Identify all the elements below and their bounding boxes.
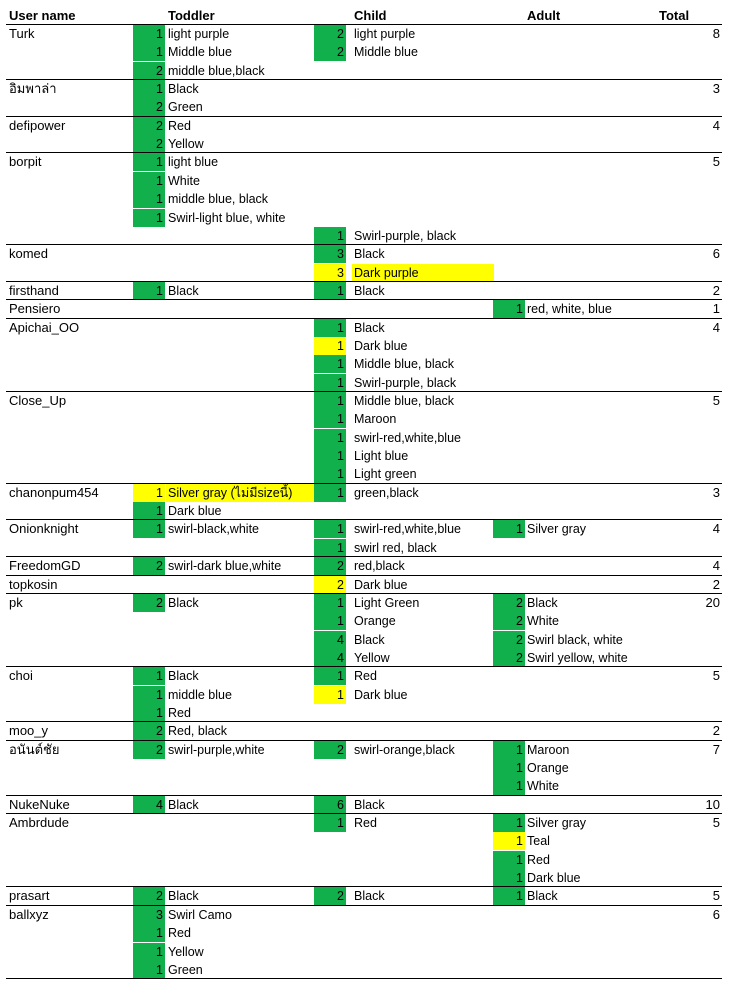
toddler-qty: 1 — [133, 961, 165, 979]
adult-color: White — [527, 614, 559, 629]
row-total: 6 — [712, 246, 720, 262]
child-qty: 1 — [314, 520, 346, 538]
child-color: Light Green — [354, 595, 420, 610]
child-qty: 1 — [314, 410, 346, 428]
toddler-color: Red — [168, 705, 191, 720]
child-qty: 1 — [314, 319, 346, 337]
child-qty: 1 — [314, 392, 346, 410]
toddler-color: Black — [168, 283, 199, 298]
adult-color: Swirl black, white — [527, 632, 623, 647]
child-color: Red — [354, 669, 377, 684]
toddler-color: Black — [168, 889, 199, 904]
child-color: Maroon — [354, 412, 397, 427]
child-color: Orange — [354, 614, 396, 629]
adult-color: Maroon — [527, 742, 570, 757]
toddler-color: Yellow — [168, 137, 204, 152]
toddler-qty: 2 — [133, 887, 165, 905]
child-qty: 3 — [314, 264, 346, 282]
toddler-qty: 1 — [133, 686, 165, 704]
row-total: 5 — [712, 888, 720, 904]
row-total: 4 — [712, 117, 720, 133]
adult-qty: 1 — [493, 869, 525, 887]
toddler-qty: 1 — [133, 190, 165, 208]
header-user-name: User name — [9, 8, 76, 23]
toddler-qty: 2 — [133, 741, 165, 759]
adult-color: White — [527, 779, 559, 794]
toddler-color: Dark blue — [168, 504, 222, 519]
adult-qty: 1 — [493, 832, 525, 850]
user-name: prasart — [9, 888, 50, 904]
child-color: Black — [354, 797, 385, 812]
toddler-qty: 2 — [133, 98, 165, 116]
toddler-color: swirl-purple,white — [168, 742, 265, 757]
adult-color: Dark blue — [527, 871, 581, 886]
user-name: Ambrdude — [9, 815, 69, 831]
row-total: 4 — [712, 521, 720, 537]
row-total: 10 — [705, 796, 720, 812]
user-name: firsthand — [9, 282, 59, 298]
user-name: Close_Up — [9, 393, 67, 408]
child-qty: 2 — [314, 576, 346, 594]
row-separator — [6, 152, 722, 153]
toddler-qty: 2 — [133, 722, 165, 740]
toddler-color: Swirl Camo — [168, 907, 232, 922]
row-total: 5 — [712, 154, 720, 170]
toddler-color: Red — [168, 118, 191, 133]
adult-color: Red — [527, 852, 550, 867]
row-total: 5 — [712, 668, 720, 684]
user-name: Onionknight — [9, 521, 79, 537]
child-color: swirl-red,white,blue — [354, 430, 461, 445]
child-color: Black — [354, 320, 385, 335]
adult-qty: 1 — [493, 520, 525, 538]
user-name: Pensiero — [9, 301, 61, 317]
user-name: defipower — [9, 117, 66, 133]
child-color: Red — [354, 816, 377, 831]
child-qty: 1 — [314, 282, 346, 300]
user-name: pk — [9, 594, 23, 610]
child-color: Black — [354, 247, 385, 262]
child-color: Middle blue, black — [354, 357, 455, 372]
toddler-color: Green — [168, 962, 203, 977]
user-name: Turk — [9, 26, 35, 41]
row-total: 2 — [712, 723, 720, 739]
toddler-color: White — [168, 173, 200, 188]
child-qty: 2 — [314, 557, 346, 575]
child-color: Dark blue — [354, 577, 408, 592]
child-color: Swirl-purple, black — [354, 375, 457, 390]
toddler-qty: 1 — [133, 43, 165, 61]
adult-color: Teal — [527, 834, 550, 849]
toddler-qty: 2 — [133, 62, 165, 80]
child-color: Swirl-purple, black — [354, 228, 457, 243]
adult-qty: 2 — [493, 594, 525, 612]
row-total: 4 — [712, 558, 720, 574]
child-qty: 1 — [314, 447, 346, 465]
child-qty: 2 — [314, 741, 346, 759]
toddler-qty: 1 — [133, 484, 165, 502]
adult-qty: 1 — [493, 741, 525, 759]
row-total: 4 — [712, 319, 720, 335]
row-total: 1 — [712, 301, 720, 317]
row-separator — [6, 905, 722, 906]
toddler-qty: 2 — [133, 594, 165, 612]
adult-qty: 2 — [493, 612, 525, 630]
user-name: komed — [9, 246, 49, 262]
child-qty: 1 — [314, 667, 346, 685]
child-color: red,black — [354, 559, 405, 574]
child-color: swirl red, black — [354, 540, 437, 555]
child-color: Dark blue — [354, 338, 408, 353]
user-name: Apichai_OO — [9, 319, 80, 335]
child-color: Middle blue, black — [354, 394, 455, 408]
row-separator — [6, 978, 722, 979]
child-qty: 1 — [314, 484, 346, 502]
toddler-qty: 1 — [133, 153, 165, 171]
toddler-qty: 1 — [133, 943, 165, 961]
adult-qty: 1 — [493, 851, 525, 869]
user-name: อนันต์ชัย — [9, 741, 60, 757]
row-total: 3 — [712, 484, 720, 500]
adult-qty: 1 — [493, 814, 525, 832]
toddler-color: swirl-dark blue,white — [168, 559, 282, 574]
row-total: 2 — [712, 282, 720, 298]
toddler-color: Black — [168, 82, 199, 97]
toddler-qty: 2 — [133, 557, 165, 575]
child-color: Black — [354, 283, 385, 298]
adult-color: Silver gray — [527, 816, 587, 831]
header-total: Total — [659, 8, 690, 23]
row-total: 7 — [712, 741, 720, 757]
header-child: Child — [354, 8, 387, 23]
user-name: FreedomGD — [9, 558, 81, 574]
toddler-color: Black — [168, 595, 199, 610]
row-separator — [6, 721, 722, 722]
child-qty: 2 — [314, 43, 346, 61]
toddler-color: middle blue, black — [168, 192, 269, 207]
adult-qty: 1 — [493, 777, 525, 795]
child-qty: 4 — [314, 631, 346, 649]
child-qty: 1 — [314, 539, 346, 557]
adult-qty: 2 — [493, 649, 525, 667]
toddler-color: Swirl-light blue, white — [168, 210, 286, 225]
adult-color: Black — [527, 595, 558, 610]
toddler-color: Red, black — [168, 724, 228, 739]
child-qty: 1 — [314, 429, 346, 447]
child-qty: 2 — [314, 25, 346, 43]
adult-color: Silver gray — [527, 522, 587, 537]
child-color: Black — [354, 889, 385, 904]
child-qty: 4 — [314, 649, 346, 667]
child-qty: 1 — [314, 686, 346, 704]
toddler-qty: 1 — [133, 704, 165, 722]
adult-color: red, white, blue — [527, 302, 612, 317]
child-color: swirl-red,white,blue — [354, 522, 461, 537]
toddler-qty: 1 — [133, 667, 165, 685]
toddler-color: Black — [168, 797, 199, 812]
toddler-color: middle blue — [168, 687, 232, 702]
child-qty: 1 — [314, 612, 346, 630]
child-qty: 6 — [314, 796, 346, 814]
toddler-qty: 1 — [133, 282, 165, 300]
header-adult: Adult — [527, 8, 561, 23]
toddler-color: Red — [168, 926, 191, 941]
toddler-color: middle blue,black — [168, 63, 265, 78]
toddler-qty: 2 — [133, 135, 165, 153]
toddler-qty: 1 — [133, 25, 165, 43]
user-name: topkosin — [9, 576, 58, 592]
adult-color: Swirl yellow, white — [527, 650, 628, 665]
row-total: 3 — [712, 81, 720, 97]
row-total: 5 — [712, 393, 720, 408]
toddler-qty: 1 — [133, 924, 165, 942]
child-color: Dark blue — [354, 687, 408, 702]
toddler-color: Silver gray (ไม่มีsizeนี้) — [166, 484, 316, 502]
user-name: choi — [9, 668, 33, 684]
toddler-qty: 2 — [133, 117, 165, 135]
toddler-color: light purple — [168, 27, 230, 41]
adult-qty: 1 — [493, 887, 525, 905]
adult-qty: 1 — [493, 300, 525, 318]
row-total: 6 — [712, 906, 720, 922]
header-toddler: Toddler — [168, 8, 215, 23]
toddler-qty: 1 — [133, 80, 165, 98]
toddler-qty: 1 — [133, 502, 165, 520]
child-color: Middle blue — [354, 45, 418, 60]
adult-qty: 2 — [493, 631, 525, 649]
child-qty: 1 — [314, 594, 346, 612]
adult-color: Orange — [527, 761, 569, 775]
child-color: Yellow — [354, 650, 390, 665]
row-total: 8 — [712, 26, 720, 41]
child-qty: 1 — [314, 814, 346, 832]
child-color: Dark purple — [352, 264, 494, 282]
user-name: chanonpum454 — [9, 484, 99, 500]
child-qty: 2 — [314, 887, 346, 905]
toddler-qty: 4 — [133, 796, 165, 814]
toddler-qty: 1 — [133, 209, 165, 227]
child-qty: 1 — [314, 355, 346, 373]
toddler-color: swirl-black,white — [168, 522, 259, 537]
adult-qty: 1 — [493, 759, 525, 777]
user-name: borpit — [9, 154, 42, 170]
child-color: swirl-orange,black — [354, 742, 455, 757]
toddler-color: Green — [168, 100, 203, 115]
row-total: 20 — [705, 594, 720, 610]
child-qty: 1 — [314, 227, 346, 245]
row-total: 5 — [712, 815, 720, 831]
child-color: Light blue — [354, 449, 409, 464]
toddler-color: Black — [168, 669, 199, 684]
row-separator — [6, 299, 722, 300]
user-name: อิมพาล่า — [9, 81, 57, 97]
toddler-qty: 1 — [133, 520, 165, 538]
child-color: Black — [354, 632, 385, 647]
toddler-color: Middle blue — [168, 45, 232, 60]
row-total: 2 — [712, 576, 720, 592]
adult-color: Black — [527, 889, 558, 904]
child-qty: 1 — [314, 374, 346, 392]
toddler-qty: 1 — [133, 172, 165, 190]
toddler-qty: 3 — [133, 906, 165, 924]
user-name: ballxyz — [9, 906, 49, 922]
user-name: moo_y — [9, 723, 49, 739]
row-separator — [6, 116, 722, 117]
toddler-color: light blue — [168, 155, 219, 170]
child-qty: 1 — [314, 465, 346, 483]
child-color: Light green — [354, 467, 417, 482]
row-separator — [6, 79, 722, 80]
child-qty: 1 — [314, 337, 346, 355]
child-color: light purple — [354, 27, 416, 41]
user-name: NukeNuke — [9, 796, 70, 812]
child-qty: 3 — [314, 245, 346, 263]
toddler-color: Yellow — [168, 944, 204, 959]
child-color: green,black — [354, 485, 419, 500]
